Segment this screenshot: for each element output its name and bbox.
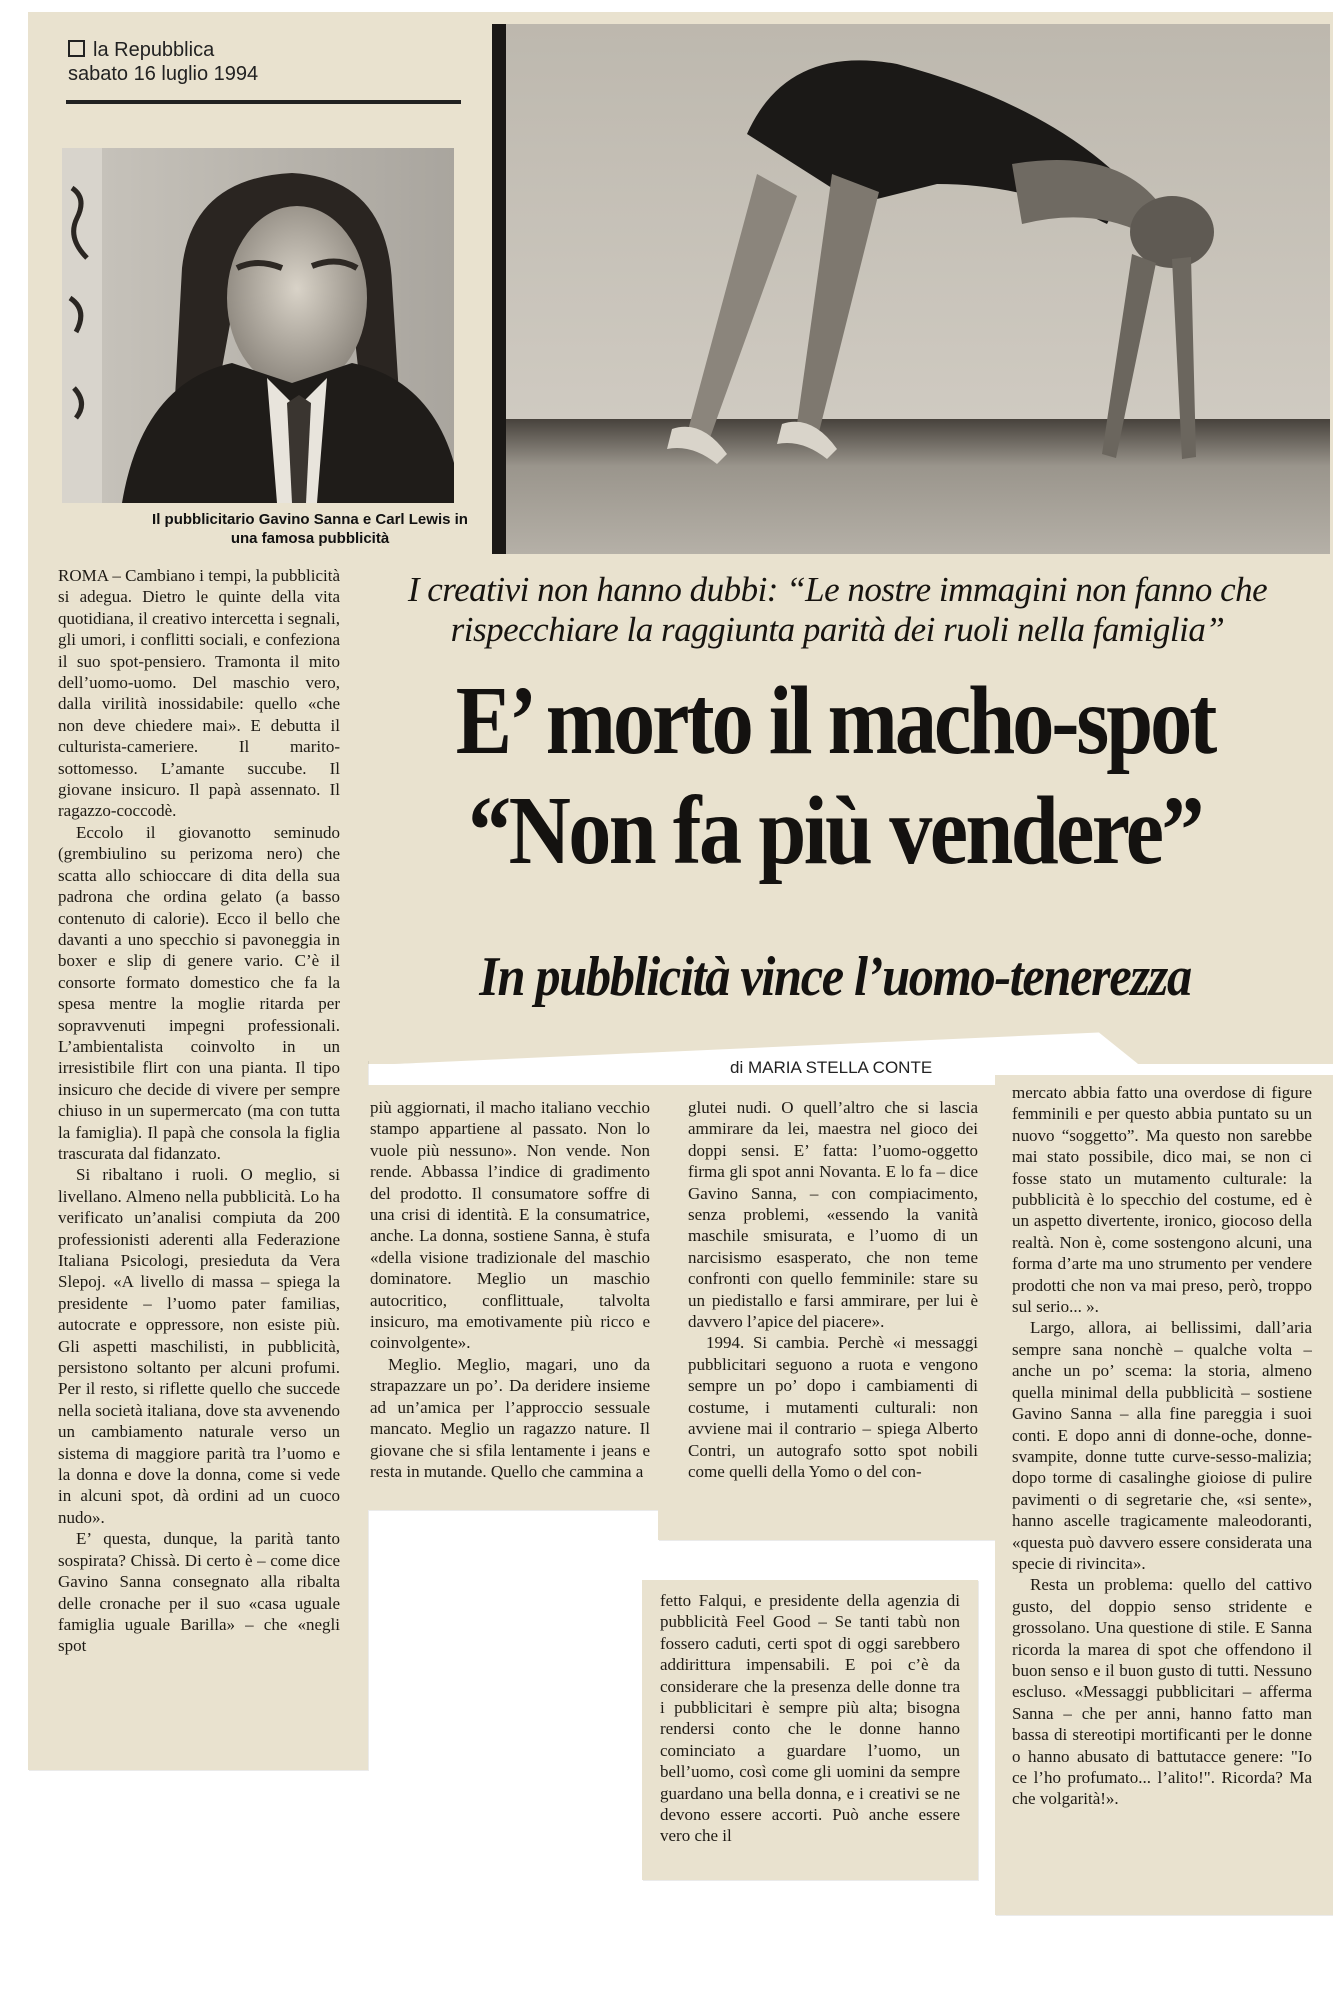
square-bullet-icon [68, 40, 85, 57]
paragraph: Si ribaltano i ruoli. O meglio, si livellano. Almeno nella pubblicità. Lo ha verificato un’analisi compiuta da 200 professionisti aderenti alla Federazione Italiana Psicologi, presieduta da Vera Slepoj. «A livello di massa – spiega la presidente – l’uomo pater familias, autocrate e oppressore, non esiste più. Gli aspetti maschilisti, in pubblicità, persistono soltanto per alcuni profumi. Per il resto, si riflette quello che succede nella società italiana, dove sta avvenendo un cambiamento naturale verso un sistema di maggiore parità tra l’uomo e la donna e dove la donna, come si vede in alcuni spot, dà ordini ad un cuoco nudo». [58, 1165, 340, 1527]
paper-title: la Repubblica [93, 39, 215, 61]
article-column-1 [58, 565, 340, 1725]
newspaper-name [68, 38, 258, 62]
paragraph: fetto Falqui, e presidente della agenzia di pubblicità Feel Good – Se tanti tabù non fossero caduti, certi spot di oggi sarebbero addirittura impensabili. E poi c’è da considerare che la presenza delle donne tra i pubblicitari è sempre più alta; bisogna rendersi conto che le donne hanno cominciato a guardare l’uomo, un bell’uomo, così come gli uomini da sempre guardano una bella donna, e i creativi se ne devono essere accorti. Può anche essere vero che il [660, 1591, 960, 1846]
paragraph: più aggiornati, il macho italiano vecchio stampo appartiene al passato. Non lo vuole più nessuno». Non vende. Non rende. Abbassa l’indice di gradimento del prodotto. Il consumatore soffre di una crisi di identità. E la consumatrice, anche. La donna, sostiene Sanna, è stufa «della visione tradizionale del maschio dominatore. Meglio un maschio autocritico, conflittuale, talvolta insicuro, ma emotivamente più ricco e coinvolgente». [370, 1098, 650, 1353]
portrait-photo [62, 148, 454, 503]
paragraph: E’ questa, dunque, la parità tanto sospirata? Chissà. Di certo è – come dice Gavino Sanna consegnato alla ribalta delle cronache per il suo «casa uguale famiglia uguale Barilla» – che «negli spot [58, 1529, 340, 1656]
article-column-3 [688, 1097, 978, 1537]
paragraph: mercato abbia fatto una overdose di figure femminili e per questo abbia puntato su un nuovo “soggetto”. Ma questo non sarebbe mai stato possibile, dico mai, se non ci fosse stato un mutamento culturale: la pubblicità è lo specchio del costume, ed è un aspetto divertente, ironico, giocoso della realtà. Non è, come sostengono alcuni, una forma d’arte ma uno strumento per vendere prodotti che non va mai preso, però, troppo sul serio... ». [1012, 1083, 1312, 1317]
paragraph: glutei nudi. O quell’altro che si lascia ammirare da lei, maestra nel gioco dei doppi sensi. E’ fatta: l’uomo-oggetto firma gli spot anni Novanta. E lo fa – dice Gavino Sanna, – con compiacimento, senza problemi, «essendo la vanità maschile smisurata, e l’uomo di un narcisismo esasperato, che non teme confronti con quello femminile: stare su un piedistallo e farsi ammirare, per lui è davvero l’apice del piacere». [688, 1098, 978, 1332]
photo-caption: Il pubblicitario Gavino Sanna e Carl Lewis in una famosa pubblicità [152, 511, 468, 547]
article-column-5 [1012, 1082, 1312, 1910]
paragraph: Resta un problema: quello del cattivo gusto, del doppio senso stridente e grossolano. Una questione di stile. E Sanna ricorda la marea di spot che offendono il buon senso e il buon gusto di tutti. Nessuno escluso. «Messaggi pubblicitari – afferma Sanna – che per anni, hanno fatto man bassa di stereotipi mortificanti per le donne o hanno abusato di battutacce genere: "Io ce l’ho profumato... l’alito!". Ricorda? Ma che volgarità!». [1012, 1575, 1312, 1809]
portrait-illustration [62, 148, 454, 503]
headline-quote: “Non fa più vendere” [468, 777, 1202, 885]
byline: di MARIA STELLA CONTE [730, 1058, 933, 1077]
paragraph: Eccolo il giovanotto seminudo (grembiulino su perizoma nero) che scatta allo schioccare di dita della sua padrona che ordina gelato (a basso contenuto di calorie). Ecco il bello che davanti a uno specchio si pavoneggia in boxer e slip di genere vario. C’è il consorte formato domestico che fa la spesa mentre la moglie ritarda per sopravvenuti impegni professionali. L’ambientalista coinvolto in un irresistibile flirt con una pianta. Il tipo insicuro che decide di vivere per sempre chiuso in un supermercato (ma con tutta la famiglia). Il papà che consola la figlia trascurata dal fidanzato. [58, 822, 340, 1163]
article-column-2 [370, 1097, 650, 1517]
article-column-4 [660, 1590, 960, 1875]
headline-main: E’ morto il macho-spot [455, 667, 1215, 775]
masthead [68, 38, 258, 86]
paragraph: Meglio. Meglio, magari, uno da strapazzare un po’. Da deridere insieme ad un’amica per l’approccio sessuale mancato. Meglio un ragazzo nature. Il giovane che si sfila lentamente i jeans e resta in mutande. Quello che cammina a [370, 1354, 650, 1481]
subheadline: In pubblicità vince l’uomo-tenerezza [479, 946, 1191, 1008]
paragraph: ROMA – Cambiano i tempi, la pubblicità si adegua. Dietro le quinte della vita quotidiana, il creativo intercetta i segnali, gli umori, i conflitti sociali, e confeziona il suo spot-pensiero. Tramonta il mito dell’uomo-uomo. Del maschio vero, dalla virilità inossidabile: quello «che non deve chiedere mai». E debutta il culturista-cameriere. Il marito-sottomesso. L’amante succube. Il giovane insicuro. Il papà assennato. Il ragazzo-coccodè. [58, 566, 340, 821]
kicker: I creativi non hanno dubbi: “Le nostre immagini non fanno che rispecchiare la raggiunta parità dei ruoli nella famiglia” [407, 570, 1268, 649]
paragraph: 1994. Si cambia. Perchè «i messaggi pubblicitari seguono a ruota e vengono sempre un po’ dopo i cambiamenti di costume, i mutamenti culturali: non avviene mai il contrario – spiega Alberto Contri, un autografo sotto spot nobili come quelli della Yomo o del con- [688, 1333, 978, 1481]
athlete-photo [492, 24, 1330, 554]
athlete-illustration [492, 24, 1330, 554]
publication-date: sabato 16 luglio 1994 [68, 63, 259, 85]
paragraph: Largo, allora, ai bellissimi, dall’aria sempre sana nonchè – qualche volta – anche un po’ scema: la storia, almeno quella minimal della pubblicità – sostiene Gavino Sanna – alla fine pareggia i suoi conti. E dopo anni di donne-oche, donne-svampite, donne tutte curve-sesso-malizia; dopo torme di casalinghe gioiose di pulire pavimenti o di segretarie che, «si sente», hanno ascelle tragicamente maleodoranti, «questa può davvero essere considerata una specie di rivincita». [1012, 1318, 1312, 1573]
masthead-rule [66, 100, 461, 104]
